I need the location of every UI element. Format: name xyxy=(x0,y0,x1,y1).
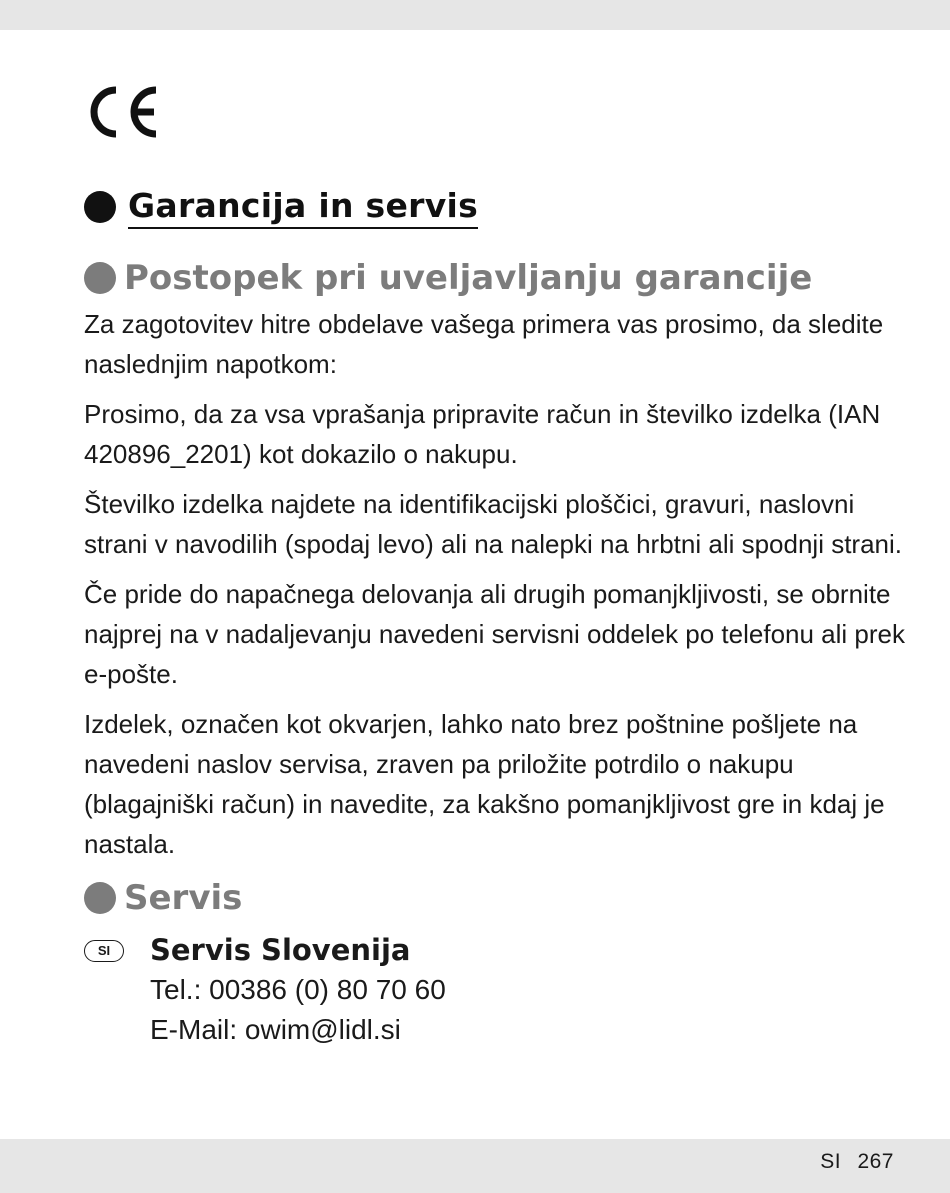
page-footer xyxy=(820,1150,894,1174)
section-heading-procedure xyxy=(84,256,906,300)
bullet-icon xyxy=(84,191,116,223)
bullet-icon xyxy=(84,882,116,914)
page-number: 267 xyxy=(857,1150,894,1173)
paragraph: Številko izdelka najdete na identifikacijski ploščici, gravuri, naslovni strani v navodilih (spodaj levo) ali na nalepki na hrbtni ali spodnji strani. xyxy=(84,489,903,559)
ce-mark-icon xyxy=(84,84,160,140)
bullet-icon xyxy=(84,262,116,294)
heading-text: Garancija in servis xyxy=(128,186,478,229)
main-content xyxy=(84,180,906,1050)
paragraph: Izdelek, označen kot okvarjen, lahko nato brez poštnine pošljete na navedeni naslov servisa, zraven pa priložite potrdilo o nakupu (blagajniški račun) in navedite, za kakšno pomanjkljivost gre in kdaj je nastala. xyxy=(84,709,885,859)
top-band xyxy=(0,0,950,30)
paragraph: Prosimo, da za vsa vprašanja pripravite račun in številko izdelka (IAN 420896_2201) kot dokazilo o nakupu. xyxy=(84,399,881,469)
service-email: E-Mail: owim@lidl.si xyxy=(150,1014,401,1045)
section-heading-warranty xyxy=(84,180,906,234)
footer-language: SI xyxy=(820,1150,842,1173)
section-heading-service xyxy=(84,876,906,920)
paragraph: Če pride do napačnega delovanja ali drugih pomanjkljivosti, se obrnite najprej na v nadaljevanju navedeni servisni oddelek po telefonu ali prek e-pošte. xyxy=(84,579,905,689)
paragraph: Za zagotovitev hitre obdelave vašega primera vas prosimo, da sledite naslednjim napotkom: xyxy=(84,309,884,379)
bottom-band xyxy=(0,1139,950,1193)
heading-text: Servis xyxy=(124,878,243,918)
country-badge-si: SI xyxy=(84,940,124,962)
heading-text: Postopek pri uveljavljanju garancije xyxy=(124,258,813,298)
service-contact xyxy=(84,930,906,1050)
service-phone: Tel.: 00386 (0) 80 70 60 xyxy=(150,974,446,1005)
service-name: Servis Slovenija xyxy=(150,933,411,967)
